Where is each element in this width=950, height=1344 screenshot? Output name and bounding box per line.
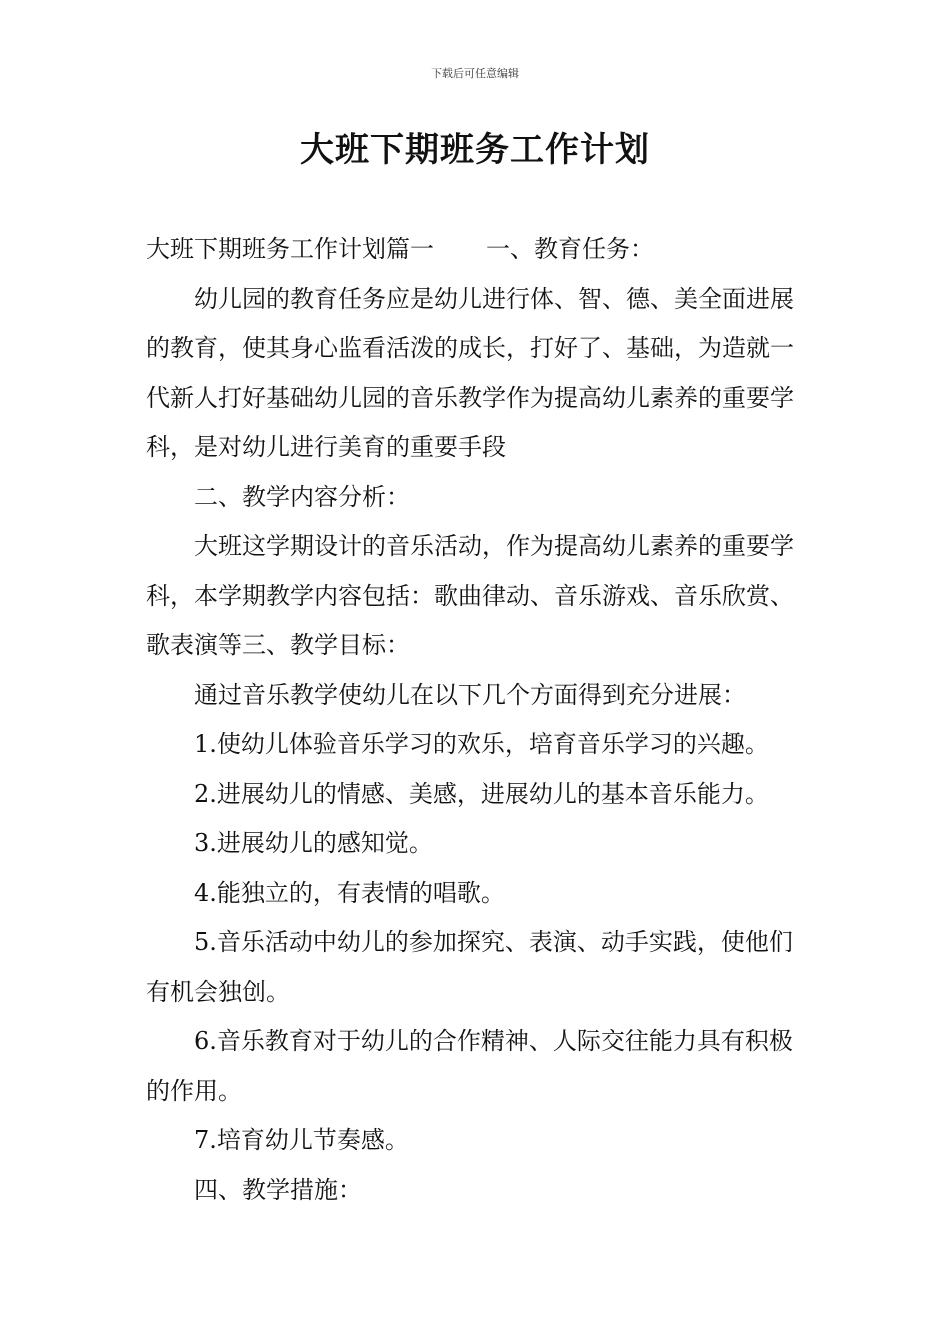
goal-item-1: 1.使幼儿体验音乐学习的欢乐，培育音乐学习的兴趣。 bbox=[194, 730, 769, 758]
goal-item-3: 3.进展幼儿的感知觉。 bbox=[194, 829, 433, 857]
page-header-note: 下载后可任意编辑 bbox=[431, 67, 519, 80]
goal-item-2: 2.进展幼儿的情感、美感，进展幼儿的基本音乐能力。 bbox=[194, 779, 769, 808]
paragraph-content-analysis: 大班这学期设计的音乐活动，作为提高幼儿素养的重要学科，本学期教学内容包括：歌曲律动、音乐游戏、音乐欣赏、歌表演等三、教学目标： bbox=[146, 532, 794, 659]
paragraph-goals-intro: 通过音乐教学使幼儿在以下几个方面得到充分进展： bbox=[194, 680, 746, 709]
document-body bbox=[146, 225, 808, 1215]
section-heading-education-tasks: 一、教育任务： bbox=[486, 235, 654, 263]
section-heading-plan: 大班下期班务工作计划篇一 bbox=[146, 235, 434, 263]
paragraph-intro bbox=[146, 225, 808, 275]
section-heading-teaching-measures: 四、教学措施： bbox=[194, 1175, 362, 1204]
goal-item-7: 7.培育幼儿节奏感。 bbox=[194, 1126, 409, 1154]
section-heading-content-analysis: 二、教学内容分析： bbox=[194, 482, 410, 511]
document-title: 大班下期班务工作计划 bbox=[300, 130, 650, 170]
paragraph-education-tasks: 幼儿园的教育任务应是幼儿进行体、智、德、美全面进展的教育，使其身心监看活泼的成长，打好了、基础，为造就一代新人打好基础幼儿园的音乐教学作为提高幼儿素养的重要学科，是对幼儿进行美育的重要手段 bbox=[146, 284, 794, 461]
goal-item-6: 6.音乐教育对于幼儿的合作精神、人际交往能力具有积极的作用。 bbox=[146, 1027, 793, 1105]
goal-item-5: 5.音乐活动中幼儿的参加探究、表演、动手实践，使他们有机会独创。 bbox=[146, 928, 793, 1006]
goal-item-4: 4.能独立的，有表情的唱歌。 bbox=[194, 878, 505, 907]
